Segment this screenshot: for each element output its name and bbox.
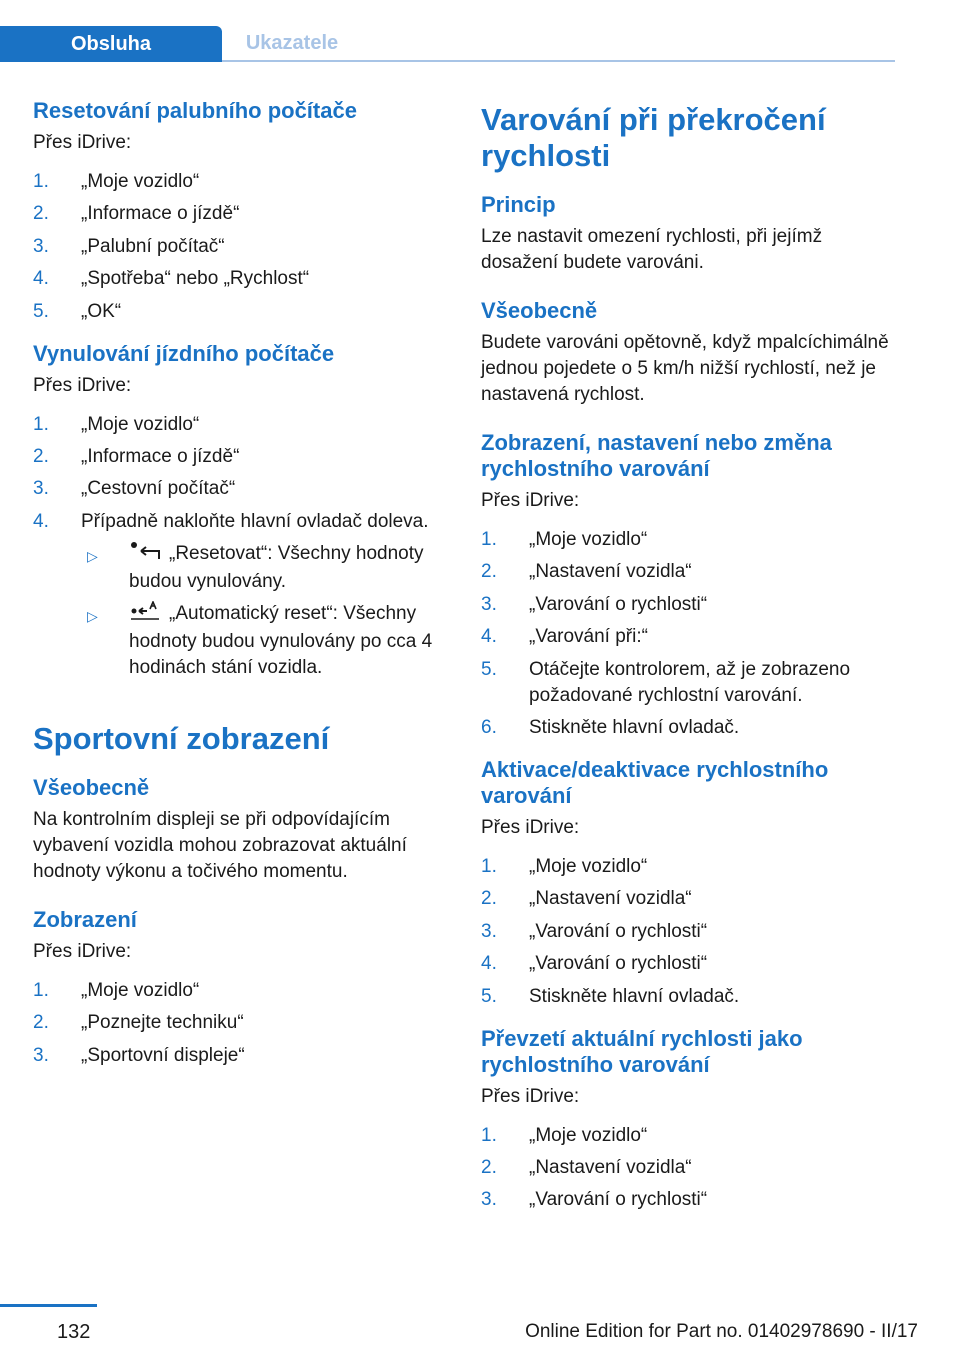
trip-options-list xyxy=(81,541,448,681)
sport-display-steps-list xyxy=(33,978,448,1069)
section-heading-speed-warning: Varování při překročení rychlosti xyxy=(481,102,826,173)
list-item: 6. Stiskněte hlavní ovladač. xyxy=(481,716,740,738)
trip-intro: Přes iDrive: xyxy=(33,374,132,396)
left-column xyxy=(33,98,448,1075)
list-item: 4. „Varování při:“ xyxy=(481,626,648,648)
list-item: 2. „Informace o jízdě“ xyxy=(33,445,240,467)
list-item: 1. „Moje vozidlo“ xyxy=(33,979,200,1001)
list-item: 4. „Varování o rychlosti“ xyxy=(481,953,708,975)
list-item: 4. „Spotřeba“ nebo „Rychlost“ xyxy=(33,268,310,290)
list-item: 3. „Varování o rychlosti“ xyxy=(481,920,708,942)
sport-display-intro: Přes iDrive: xyxy=(33,940,132,962)
list-item: 4. Případně nakloňte hlavní ovladač doleva. ▷ „Resetovat“: Všechny hodnoty budou vynulovány. ▷ „Automatický reset“: Všechny hodnoty budou vynulovány po cca 4 hodinách stání vozidla. xyxy=(33,509,448,681)
show-steps-list xyxy=(481,527,896,741)
list-item: ▷ „Automatický reset“: Všechny hodnoty budou vynulovány po cca 4 hodinách stání vozidla. xyxy=(87,602,433,678)
list-item: 5. Stiskněte hlavní ovladač. xyxy=(481,985,740,1007)
list-item: 3. „Sportovní displeje“ xyxy=(33,1044,245,1066)
activate-intro: Přes iDrive: xyxy=(481,816,580,838)
reset-icon xyxy=(129,541,161,569)
right-column xyxy=(481,102,896,1220)
subheading-principle: Princip xyxy=(481,192,556,217)
list-item: 3. „Palubní počítač“ xyxy=(33,235,225,257)
list-item: 2. „Nastavení vozidla“ xyxy=(481,888,692,910)
section-heading-trip: Vynulování jízdního počítače xyxy=(33,340,335,366)
auto-reset-icon xyxy=(129,601,161,629)
list-item: 5. Otáčejte kontrolorem, až je zobrazeno požadované rychlostní varování. xyxy=(481,658,851,706)
list-item: 2. „Nastavení vozidla“ xyxy=(481,1156,692,1178)
section-heading-reset: Resetování palubního počítače xyxy=(33,98,357,123)
list-item: 2. „Nastavení vozidla“ xyxy=(481,561,692,583)
list-item: 3. „Varování o rychlosti“ xyxy=(481,1189,708,1211)
subheading-sport-general: Všeobecně xyxy=(33,774,150,800)
list-item: 2. „Poznejte techniku“ xyxy=(33,1012,244,1034)
general-text: Budete varováni opětovně, když mpalcíchimálně jednou pojedete o 5 km/h nižší rychlostí, než je nastavená rychlost. xyxy=(481,332,889,405)
activate-steps-list xyxy=(481,854,896,1010)
tab-obsluha[interactable]: Obsluha xyxy=(0,26,222,62)
edition-note: Online Edition for Part no. 01402978690 - II/17 xyxy=(525,1321,918,1342)
footer-rule xyxy=(0,1304,97,1307)
list-item: 1. „Moje vozidlo“ xyxy=(33,171,200,192)
trip-steps-list xyxy=(33,412,448,681)
reset-steps-list xyxy=(33,169,448,325)
list-item: ▷ „Resetovat“: Všechny hodnoty budou vynulovány. xyxy=(87,542,424,592)
list-item: 5. „OK“ xyxy=(33,300,122,322)
subheading-show-warning: Zobrazení, nastavení nebo změna rychlostního varování xyxy=(481,430,832,481)
tab-divider xyxy=(222,60,895,62)
list-item: 1. „Moje vozidlo“ xyxy=(481,1124,648,1146)
adopt-intro: Přes iDrive: xyxy=(481,1085,580,1107)
reset-intro: Přes iDrive: xyxy=(33,132,132,153)
tab-ukazatele[interactable]: Ukazatele xyxy=(245,32,339,54)
subheading-adopt-speed: Převzetí aktuální rychlosti jako rychlostního varování xyxy=(481,1025,803,1077)
sport-general-text: Na kontrolním displeji se při odpovídajícím vybavení vozidla mohou zobrazovat aktuální hodnoty výkonu a točivého momentu. xyxy=(33,808,407,882)
list-item: 2. „Informace o jízdě“ xyxy=(33,203,240,225)
section-heading-sport: Sportovní zobrazení xyxy=(33,720,330,756)
list-item: 1. „Moje vozidlo“ xyxy=(481,529,648,550)
list-item: 3. „Varování o rychlosti“ xyxy=(481,593,708,615)
principle-text: Lze nastavit omezení rychlosti, při jejímž dosažení budete varováni. xyxy=(481,226,823,273)
subheading-general: Všeobecně xyxy=(481,298,598,323)
show-intro: Přes iDrive: xyxy=(481,490,580,511)
subheading-sport-display: Zobrazení xyxy=(33,906,137,932)
list-item: 1. „Moje vozidlo“ xyxy=(33,413,200,435)
adopt-steps-list xyxy=(481,1123,896,1214)
list-item: 1. „Moje vozidlo“ xyxy=(481,855,648,877)
tab-bar xyxy=(0,0,960,62)
page-number: 132 xyxy=(57,1321,91,1343)
subheading-activate-warning: Aktivace/deaktivace rychlostního varování xyxy=(481,756,829,808)
list-item: 3. „Cestovní počítač“ xyxy=(33,478,236,500)
